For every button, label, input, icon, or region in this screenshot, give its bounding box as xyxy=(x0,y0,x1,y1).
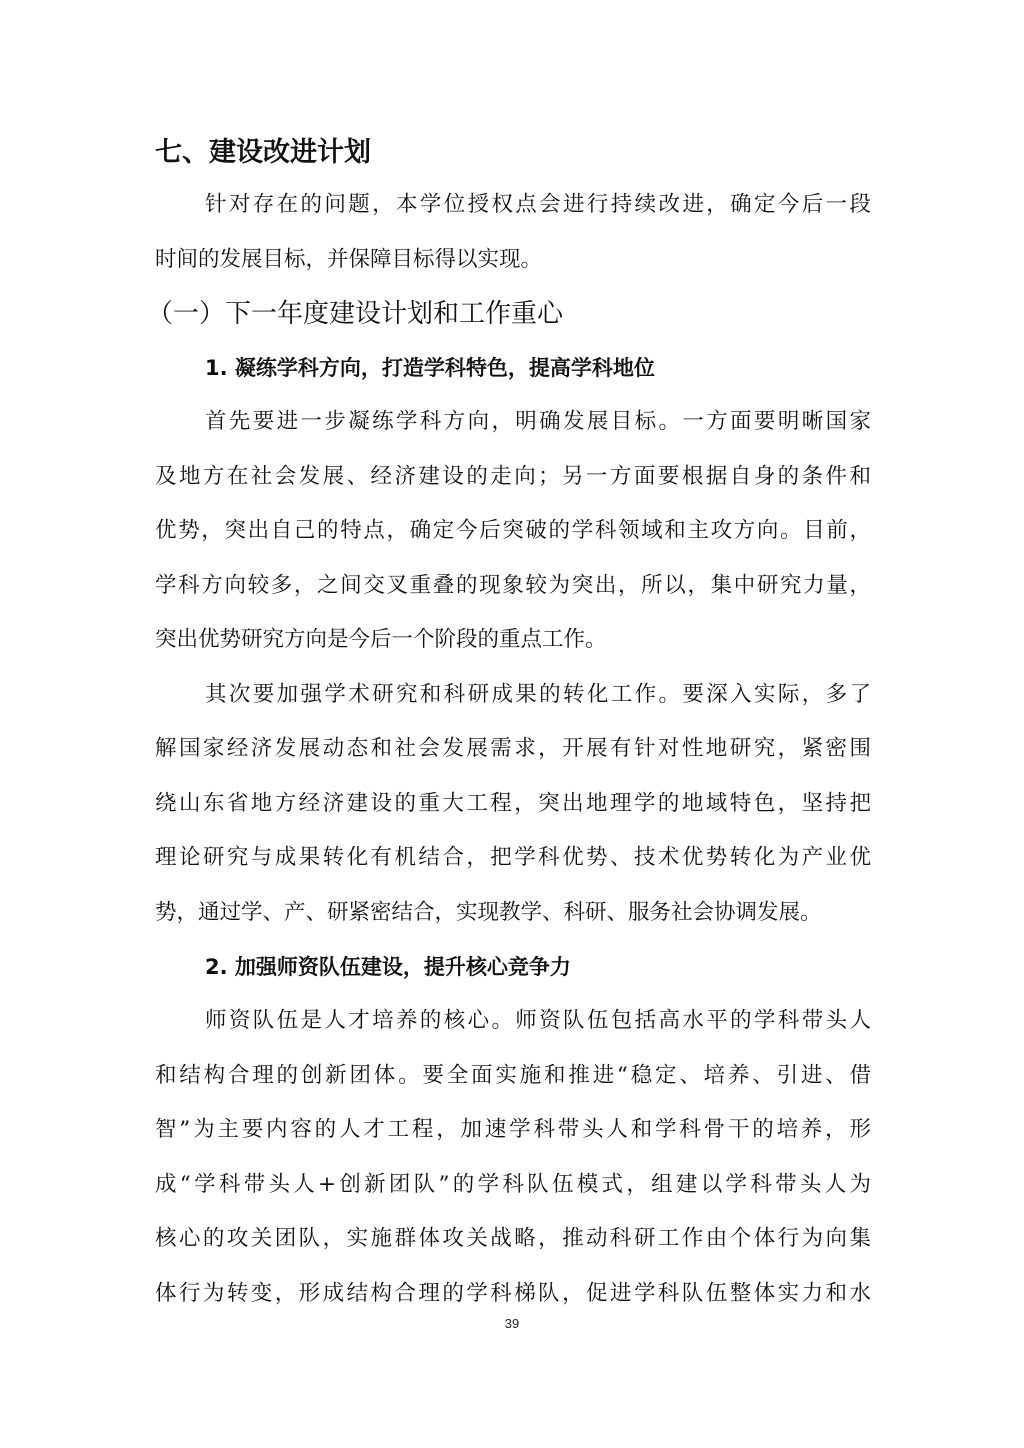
text-line: 学科方向较多，之间交叉重叠的现象较为突出，所以，集中研究力量， xyxy=(155,572,871,598)
text-line: 绕山东省地方经济建设的重大工程，突出地理学的地域特色，坚持把 xyxy=(155,790,871,816)
page-content xyxy=(147,128,871,1321)
text-line: 首先要进一步凝练学科方向，明确发展目标。一方面要明晰国家 xyxy=(205,409,871,434)
text-line: 优势，突出自己的特点，确定今后突破的学科领域和主攻方向。目前， xyxy=(155,518,871,543)
paragraph-1-1 xyxy=(155,395,871,668)
paragraph-2-1 xyxy=(155,994,871,1321)
text-line: 解国家经济发展动态和社会发展需求，开展有针对性地研究，紧密围 xyxy=(155,736,871,761)
section-title: 七、建设改进计划 xyxy=(155,137,371,168)
text-line: 时间的发展目标，并保障目标得以实现。 xyxy=(155,246,543,272)
text-line: 及地方在社会发展、经济建设的走向；另一方面要根据自身的条件和 xyxy=(155,463,871,489)
paragraph-1-2 xyxy=(155,668,871,941)
text-line: 体行为转变，形成结构合理的学科梯队，促进学科队伍整体实力和水 xyxy=(155,1280,871,1306)
intro-paragraph xyxy=(155,178,871,287)
text-line: 势，通过学、产、研紧密结合，实现教学、科研、服务社会协调发展。 xyxy=(155,899,822,925)
text-line: 成“学科带头人+创新团队”的学科队伍模式，组建以学科带头人为 xyxy=(155,1171,871,1197)
text-line: 其次要加强学术研究和科研成果的转化工作。要深入实际，多了 xyxy=(205,681,871,707)
subsection-title: （一）下一年度建设计划和工作重心 xyxy=(147,299,564,329)
text-line: 针对存在的问题，本学位授权点会进行持续改进，确定今后一段 xyxy=(205,192,871,217)
item-heading-2: 2. 加强师资队伍建设，提升核心竞争力 xyxy=(205,955,571,979)
item-heading-1: 1. 凝练学科方向，打造学科特色，提高学科地位 xyxy=(205,356,655,380)
text-line: 理论研究与成果转化有机结合，把学科优势、技术优势转化为产业优 xyxy=(155,845,871,870)
text-line: 核心的攻关团队，实施群体攻关战略，推动科研工作由个体行为向集 xyxy=(155,1226,871,1251)
text-line: 智”为主要内容的人才工程，加速学科带头人和学科骨干的培养，形 xyxy=(155,1117,871,1142)
page-number: 39 xyxy=(504,1316,520,1331)
text-line: 师资队伍是人才培养的核心。师资队伍包括高水平的学科带头人 xyxy=(205,1008,871,1033)
text-line: 和结构合理的创新团体。要全面实施和推进“稳定、培养、引进、借 xyxy=(155,1062,871,1088)
text-line: 突出优势研究方向是今后一个阶段的重点工作。 xyxy=(155,627,607,652)
